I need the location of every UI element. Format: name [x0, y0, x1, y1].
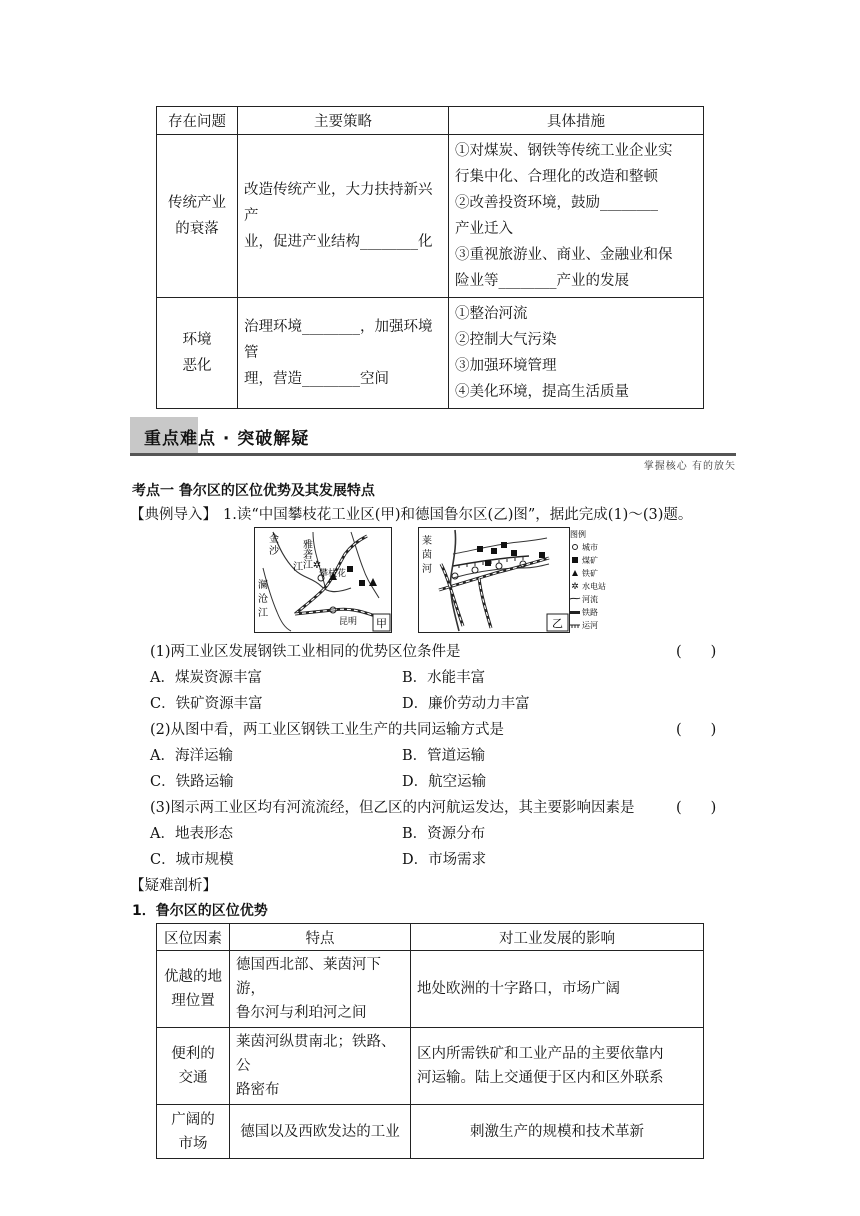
map-legend: [570, 528, 640, 632]
map-label: 沙: [269, 546, 279, 557]
option: B．水能丰富: [402, 670, 486, 686]
legend-item: 煤矿: [582, 556, 598, 565]
cell-line: 治理环境________，加强环境管: [244, 319, 433, 361]
cell-line: 产业迁入: [455, 221, 513, 237]
map-label: 金: [269, 534, 279, 545]
hydro-station-marker: ✲: [312, 560, 322, 571]
map-label: 茵: [422, 550, 432, 561]
cell-line: 理位置: [171, 993, 215, 1009]
legend-item: 水电站: [582, 582, 606, 591]
cell-line: 行集中化、合理化的改造和整顿: [455, 169, 658, 185]
city-marker: [496, 563, 502, 569]
cell-line: ③重视旅游业、商业、金融业和保: [455, 247, 673, 263]
option: C．城市规模: [150, 852, 234, 868]
map-label: 江: [293, 562, 303, 573]
option: A．地表形态: [150, 826, 233, 842]
measures-cell: [449, 135, 704, 298]
cell-line: 恶化: [182, 358, 212, 374]
cell-line: ④美化环境，提高生活质量: [455, 384, 629, 400]
option: B．资源分布: [402, 826, 486, 842]
city-marker: [452, 573, 458, 579]
problem-cell: [157, 135, 238, 298]
river-legend-icon: [570, 598, 580, 599]
impact-cell: [411, 951, 704, 1028]
factor-cell: [157, 951, 230, 1028]
cell-line: 莱茵河纵贯南北；铁路、公: [236, 1034, 396, 1074]
table-row: [157, 1105, 704, 1159]
example-label: 【典例导入】: [130, 507, 217, 523]
answer-bracket: ( ): [676, 800, 717, 816]
option: A．海洋运输: [150, 748, 233, 764]
option: B．管道运输: [402, 748, 486, 764]
coal-mine-marker: [539, 552, 545, 558]
coal-mine-marker: [347, 566, 353, 572]
hydro-legend-icon: ✲: [571, 582, 579, 592]
measures-table: [156, 106, 704, 409]
answer-bracket: ( ): [676, 722, 717, 738]
city-marker: [472, 567, 478, 573]
option: C．铁路运输: [150, 774, 234, 790]
cell-line: 的衰落: [175, 221, 219, 237]
col-header: 特点: [230, 924, 411, 951]
map-panzhihua: [254, 527, 392, 633]
option: D．航空运输: [402, 774, 487, 790]
legend-item: 铁矿: [582, 569, 598, 578]
col-header: 具体措施: [449, 107, 704, 135]
impact-cell: [411, 1105, 704, 1159]
location-advantage-table: [156, 923, 704, 1159]
river-rhine: [450, 530, 459, 631]
railway-legend-icon: [570, 611, 580, 614]
cell-line: 鲁尔河与利珀河之间: [236, 1005, 367, 1021]
cell-line: ②改善投资环境，鼓励________: [455, 195, 658, 211]
feature-cell: [230, 1105, 411, 1159]
table-row: [157, 1028, 704, 1105]
factor-cell: [157, 1105, 230, 1159]
impact-cell: [411, 1028, 704, 1105]
cell-line: 环境: [182, 332, 212, 348]
banner-title: 重点难点 · 突破解疑: [144, 429, 310, 449]
analysis-subheading: 1．鲁尔区的区位优势: [132, 903, 268, 919]
legend-item: 城市: [582, 543, 598, 552]
cell-line: 改造传统产业，大力扶持新兴产: [244, 182, 433, 224]
map-ruhr: [418, 527, 570, 633]
analysis-label: 【疑难剖析】: [130, 878, 217, 894]
coal-mine-marker: [485, 560, 491, 566]
table-row: [157, 951, 704, 1028]
section-banner: [130, 417, 736, 472]
table-row: [157, 298, 704, 409]
cell-line: ③加强环境管理: [455, 358, 557, 374]
map-label: 砻: [303, 550, 313, 561]
col-header: 区位因素: [157, 924, 230, 951]
feature-cell: [230, 1028, 411, 1105]
cell-line: 优越的地: [164, 969, 222, 985]
cell-line: 广阔的: [171, 1111, 215, 1128]
legend-item: 河流: [582, 595, 598, 604]
cell-line: 险业等________产业的发展: [455, 273, 629, 289]
map-label: 莱: [422, 536, 432, 547]
map-label: 江: [258, 608, 268, 619]
cell-line: 区内所需铁矿和工业产品的主要依靠内: [417, 1046, 664, 1062]
cell-line: 市场: [178, 1135, 208, 1152]
banner-rule: [130, 453, 736, 456]
col-header: 存在问题: [157, 107, 238, 135]
map-corner-label: 甲: [376, 617, 387, 630]
example-text: 1.读“中国攀枝花工业区(甲)和德国鲁尔区(乙)图”，据此完成(1)～(3)题。: [223, 507, 693, 523]
table-header-row: [157, 107, 704, 135]
coal-mine-marker: [359, 580, 365, 586]
option: A．煤炭资源丰富: [150, 670, 262, 686]
cell-line: 德国西北部、莱茵河下游，: [236, 957, 381, 997]
iron-legend-icon: [572, 570, 578, 576]
cell-line: ①对煤炭、钢铁等传统工业企业实: [455, 143, 673, 159]
river-lippe: [453, 538, 547, 554]
cell-line: 业，促进产业结构________化: [244, 234, 433, 250]
cell-line: 便利的: [171, 1046, 215, 1062]
cell-line: ②控制大气污染: [455, 332, 557, 348]
question-3-stem: (3)图示两工业区均有河流流经，但乙区的内河航运发达，其主要影响因素是: [150, 800, 635, 816]
cell-line: 理，营造________空间: [244, 371, 389, 387]
cell-line: 河运输。陆上交通便于区内和区外联系: [417, 1070, 664, 1086]
col-header: 主要策略: [238, 107, 449, 135]
feature-cell: [230, 951, 411, 1028]
map-label: 沧: [258, 594, 268, 605]
map-label: 江: [303, 560, 313, 571]
cell-line: ①整治河流: [455, 306, 528, 322]
map-label: 攀枝花: [319, 569, 347, 579]
banner-motto: 掌握核心 有的放矢: [643, 461, 736, 472]
map-corner-label: 乙: [552, 617, 563, 630]
city-legend-icon: [573, 545, 578, 550]
problem-cell: [157, 298, 238, 409]
coal-mine-marker: [511, 550, 517, 556]
cell-line: 传统产业: [168, 195, 226, 211]
coal-mine-marker: [477, 546, 483, 552]
question-1-stem: (1)两工业区发展钢铁工业相同的优势区位条件是: [150, 644, 461, 660]
map-label: 河: [422, 564, 432, 575]
option: D．市场需求: [402, 852, 487, 868]
canal-legend-icon: [570, 625, 580, 628]
question-2-stem: (2)从图中看，两工业区钢铁工业生产的共同运输方式是: [150, 722, 505, 738]
legend-title: 图例: [570, 530, 586, 539]
map-label: 昆明: [339, 617, 358, 627]
legend-item: 运河: [582, 621, 598, 630]
cell-line: 路密布: [236, 1082, 280, 1098]
factor-cell: [157, 1028, 230, 1105]
table-row: [157, 135, 704, 298]
cell-line: 地处欧洲的十字路口，市场广阔: [417, 981, 620, 997]
topic-heading: 考点一 鲁尔区的区位优势及其发展特点: [132, 483, 375, 499]
map-label: 澜: [258, 580, 268, 591]
option: C．铁矿资源丰富: [150, 696, 263, 712]
strategy-cell: [238, 298, 449, 409]
table-header-row: [157, 924, 704, 951]
map-label: 雅: [303, 540, 313, 551]
iron-mine-marker: [369, 578, 377, 586]
strategy-cell: [238, 135, 449, 298]
cell-line: 刺激生产的规模和技术革新: [470, 1123, 644, 1140]
cell-line: 德国以及西欧发达的工业: [240, 1123, 400, 1140]
option: D．廉价劳动力丰富: [402, 696, 530, 712]
cell-line: 交通: [178, 1070, 208, 1086]
coal-mine-marker: [491, 548, 497, 554]
legend-item: 铁路: [582, 608, 598, 617]
answer-bracket: ( ): [676, 644, 717, 660]
coal-legend-icon: [572, 557, 578, 563]
measures-cell: [449, 298, 704, 409]
coal-mine-marker: [501, 542, 507, 548]
col-header: 对工业发展的影响: [411, 924, 704, 951]
example-intro: [130, 505, 692, 525]
